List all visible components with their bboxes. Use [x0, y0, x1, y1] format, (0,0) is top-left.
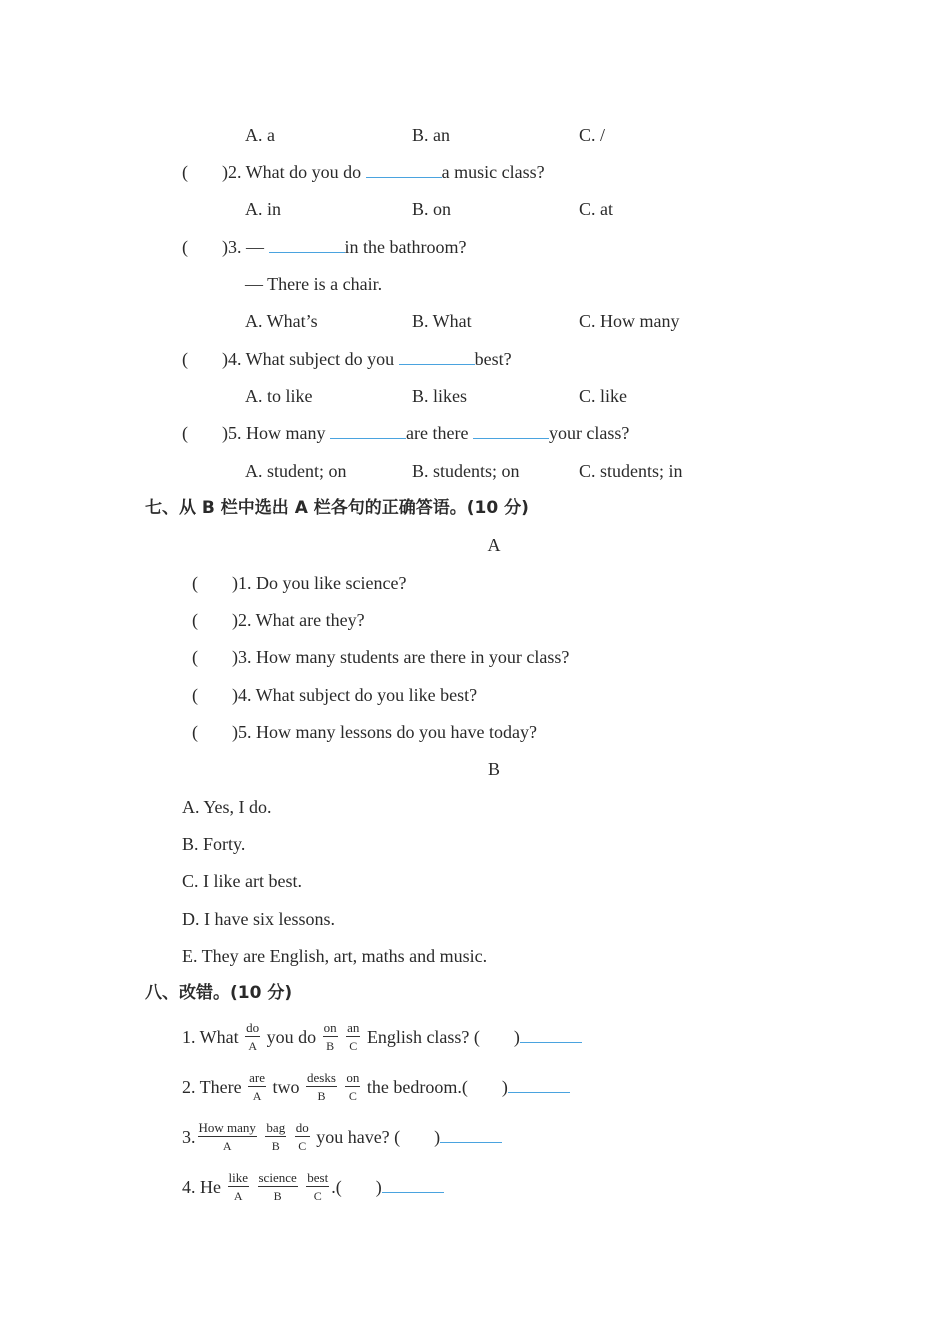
q4-option-c: C. like — [579, 386, 627, 406]
q1-option-b: B. an — [412, 125, 450, 145]
match-item-4: ( )4. What subject do you like best? — [192, 685, 478, 705]
underlined-word-a: $\frac{\text{like}}{A}$ — [228, 1170, 248, 1203]
q3-option-c: C. How many — [579, 311, 680, 331]
match-item-3: ( )3. How many students are there in your class? — [192, 647, 570, 667]
correction-blank[interactable] — [520, 1026, 582, 1043]
underlined-word-a: $\frac{\text{are}}{A}$ — [249, 1070, 266, 1103]
answer-option-e: E. They are English, art, maths and music. — [182, 946, 488, 966]
question-3: ( )3. — in the bathroom? — [182, 237, 467, 257]
match-item-2: ( )2. What are they? — [192, 610, 365, 630]
error-item-3: 3. $\frac{\text{How many}}{A}$ $\frac{\text{bag}}{B}$ $\frac{do}{C}$ you have? ( ) — [182, 1122, 502, 1156]
match-item-1: ( )1. Do you like science? — [192, 573, 407, 593]
answer-blank[interactable] — [473, 422, 549, 439]
underlined-word-b: $\frac{on}{B}$ — [323, 1020, 337, 1053]
underlined-word-c: $\frac{an}{C}$ — [347, 1020, 360, 1053]
section-7-title: 七、从 B 栏中选出 A 栏各句的正确答语。(10 分) — [145, 498, 529, 518]
answer-option-b: B. Forty. — [182, 834, 246, 854]
column-b-label: B — [487, 759, 500, 779]
answer-blank[interactable] — [269, 236, 345, 253]
answer-option-c: C. I like art best. — [182, 871, 302, 891]
underlined-word-c: $\frac{do}{C}$ — [295, 1120, 309, 1153]
section-8-title: 八、改错。(10 分) — [145, 983, 293, 1003]
question-4: ( )4. What subject do you best? — [182, 349, 512, 369]
error-item-2: 2. There $\frac{\text{are}}{A}$ two $\frac{\text{desks}}{B}$ $\frac{on}{C}$ the bedroom.( ) — [182, 1072, 570, 1106]
q4-option-b: B. likes — [412, 386, 468, 406]
q4-option-a: A. to like — [245, 386, 313, 406]
question-3-reply: — There is a chair. — [245, 274, 383, 294]
match-item-5: ( )5. How many lessons do you have today? — [192, 722, 537, 742]
underlined-word-c: $\frac{on}{C}$ — [346, 1070, 360, 1103]
underlined-word-b: $\frac{\text{desks}}{B}$ — [307, 1070, 336, 1103]
error-item-1: 1. What $\frac{do}{A}$ you do $\frac{on}{B}$ $\frac{an}{C}$ English class? ( ) — [182, 1022, 582, 1056]
q5-option-b: B. students; on — [412, 461, 520, 481]
correction-blank[interactable] — [440, 1126, 502, 1143]
q2-option-b: B. on — [412, 199, 452, 219]
q3-option-a: A. What’s — [245, 311, 318, 331]
q1-option-a: A. a — [245, 125, 275, 145]
correction-blank[interactable] — [508, 1076, 570, 1093]
underlined-word-a: $\frac{\text{How many}}{A}$ — [198, 1120, 256, 1153]
error-item-4: 4. He $\frac{\text{like}}{A}$ $\frac{\text{science}}{B}$ $\frac{\text{best}}{C}$ .( ) — [182, 1172, 444, 1206]
q2-option-a: A. in — [245, 199, 281, 219]
q5-option-a: A. student; on — [245, 461, 347, 481]
underlined-word-b: $\frac{\text{bag}}{B}$ — [266, 1120, 286, 1153]
correction-blank[interactable] — [382, 1176, 444, 1193]
question-2: ( )2. What do you do a music class? — [182, 162, 545, 182]
answer-option-a: A. Yes, I do. — [182, 797, 272, 817]
answer-blank[interactable] — [366, 161, 442, 178]
underlined-word-a: $\frac{do}{A}$ — [246, 1020, 260, 1053]
underlined-word-c: $\frac{\text{best}}{C}$ — [307, 1170, 329, 1203]
answer-blank[interactable] — [399, 348, 475, 365]
q2-option-c: C. at — [579, 199, 613, 219]
underlined-word-b: $\frac{\text{science}}{B}$ — [258, 1170, 297, 1203]
answer-option-d: D. I have six lessons. — [182, 909, 335, 929]
answer-blank[interactable] — [330, 422, 406, 439]
q3-option-b: B. What — [412, 311, 472, 331]
question-5: ( )5. How many are there your class? — [182, 423, 630, 443]
q5-option-c: C. students; in — [579, 461, 683, 481]
q1-option-c: C. / — [579, 125, 606, 145]
column-a-label: A — [487, 535, 501, 555]
